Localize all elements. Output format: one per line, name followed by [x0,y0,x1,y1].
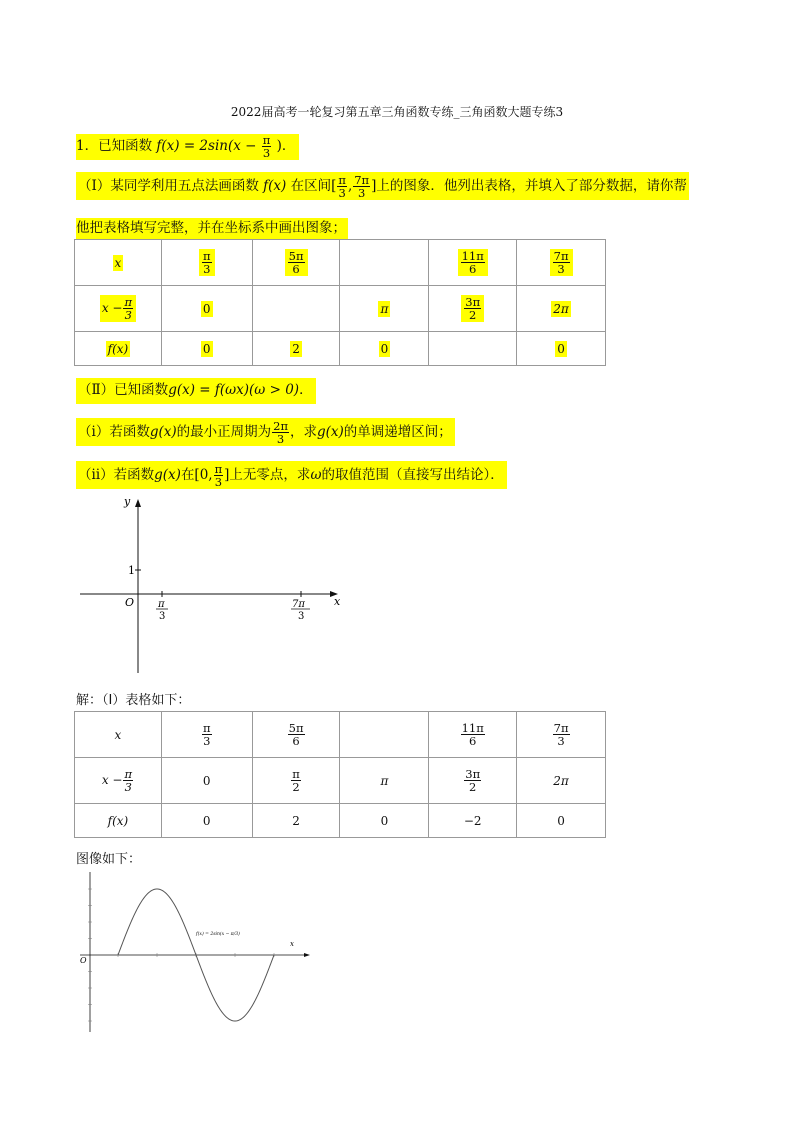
part2i-a: （ⅰ）若函数 [78,424,150,441]
frac-num: 5π [288,720,304,735]
cell-value: 2 [252,804,340,838]
frac-num: π [338,173,346,187]
part2i-b: 的最小正周期为 [176,424,272,441]
part2ii-c: ]上无零点，求 [224,467,311,484]
part2i-text [76,420,455,445]
x-axis-arrow [304,953,310,957]
part2ii-d: 的取值范围（直接写出结论）． [321,467,504,484]
problem-intro [76,134,299,159]
part2ii-gx: g(x) [154,467,181,484]
intro-formula: f(x) = 2sin(x − [156,138,257,155]
intro-text: 1．已知函数 [76,138,153,155]
tick-label-den: 3 [298,611,305,622]
y-label: y [124,495,131,508]
cell-value: 0 [202,301,211,316]
frac-den: 2 [469,780,477,794]
part1-c: ]上的图象．他列出表格，并填入了部分数据，请你帮 [371,178,687,195]
tick-label-den: 3 [159,611,166,622]
frac-den: 2 [292,780,300,794]
solution-label: 解：（Ⅰ）表格如下： [76,693,191,708]
cell-value: 2π [517,758,606,804]
frac-num: 5π [288,248,304,263]
frac-den: 6 [292,262,300,276]
frac-den: 3 [338,186,346,201]
frac-den: 6 [292,734,300,748]
frac-den: 3 [262,146,271,161]
frac-num: π [262,133,271,147]
frac-den: 3 [557,262,565,276]
frac-num: 11π [461,248,484,263]
y-one-label: 1 [128,564,135,577]
frac-num: π [202,248,211,263]
frac-den: 3 [557,734,565,748]
frac-num: 7π [354,173,370,187]
part1-line2 [76,216,348,236]
part2i-d: 的单调递增区间； [343,424,452,441]
part2-text [76,378,316,398]
frac-den: 6 [469,262,477,276]
y-axis-arrow [135,499,141,507]
cell-value: 0 [161,758,252,804]
cell-value: 0 [161,804,252,838]
part1-line2-text: 他把表格填写完整，并在坐标系中画出图象； [76,218,348,240]
empty-axes-figure [76,493,344,679]
x-label: x [290,940,294,948]
frac-den: 3 [124,308,132,322]
part2-end: ． [299,382,313,398]
part2-formula: g(x) = f(ωx)(ω > 0) [168,382,300,398]
frac-den: 3 [214,475,223,490]
part2ii-b: 在[0, [180,467,213,484]
frac-num: 7π [553,720,569,735]
page-title: 2022届高考一轮复习第五章三角函数专练_三角函数大题专练3 [230,105,564,119]
cell-value: −2 [429,804,517,838]
cell-value: π [340,758,429,804]
part1-fx: f(x) [263,178,287,195]
frac-den: 3 [203,262,211,276]
cell-x-label: x [75,712,162,758]
cell-value: 0 [380,341,389,356]
cell-value: 2 [292,341,300,356]
intro-end: )． [276,138,296,155]
frac-num: π [124,294,133,309]
part1-text: （Ⅰ）某同学利用五点法画函数 f(x) 在区间[ $\frac{\pi}{3}$ , $\frac{7\pi}{3}$ ]上的图象．他列出表格，并填入了部分数据，请你帮 [78,173,687,201]
table-solution [74,711,606,838]
frac-den: 3 [124,780,132,794]
sine-graph [76,868,316,1036]
function-label: f(x) = 2sin(x − π/3) [196,932,240,937]
part2ii-omega: ω [310,467,322,484]
table-exercise [74,239,606,366]
part2ii-text [76,463,507,488]
cell-x-label: x [114,255,122,270]
origin-label: O [125,596,135,609]
cell-row2-label: x − [101,773,123,787]
tick-label-num: π [158,599,165,610]
frac-den: 3 [358,186,366,201]
cell-fx-label: f(x) [107,341,129,356]
frac-den: 3 [203,734,211,748]
frac-den: 3 [276,432,285,447]
frac-num: 2π [273,419,288,433]
cell-row2-label: x − [101,301,123,315]
frac-num: π [214,462,223,476]
part2i-gx2: g(x) [317,424,344,441]
frac-num: 3π [465,294,481,309]
cell-value: π [380,301,389,316]
frac-num: π [292,766,300,781]
part1-b: 在区间[ [290,178,337,195]
cell-value: 0 [340,804,429,838]
part2i-gx: g(x) [149,424,177,441]
graph-label: 图像如下： [76,852,142,867]
part1-a: （Ⅰ）某同学利用五点法画函数 [78,178,259,195]
x-label: x [334,595,341,608]
frac-den: 2 [469,308,477,322]
frac-num: 3π [465,766,481,781]
part2ii-a: （ⅱ）若函数 [78,467,155,484]
tick-label-num: 7π [292,599,305,610]
frac-num: 11π [461,720,484,735]
frac-den: 6 [469,734,477,748]
origin-label: O [80,956,87,965]
cell-fx-label: f(x) [75,804,162,838]
cell-value: 2π [553,301,569,316]
cell-value: 0 [517,804,606,838]
cell-value: 0 [202,341,211,356]
part2i-c: ，求 [290,424,317,441]
cell-value: 0 [557,341,565,356]
frac-num: 7π [553,248,569,263]
part2-a: （Ⅱ）已知函数 [78,382,169,398]
frac-num: π [202,720,211,735]
frac-num: π [124,766,133,781]
